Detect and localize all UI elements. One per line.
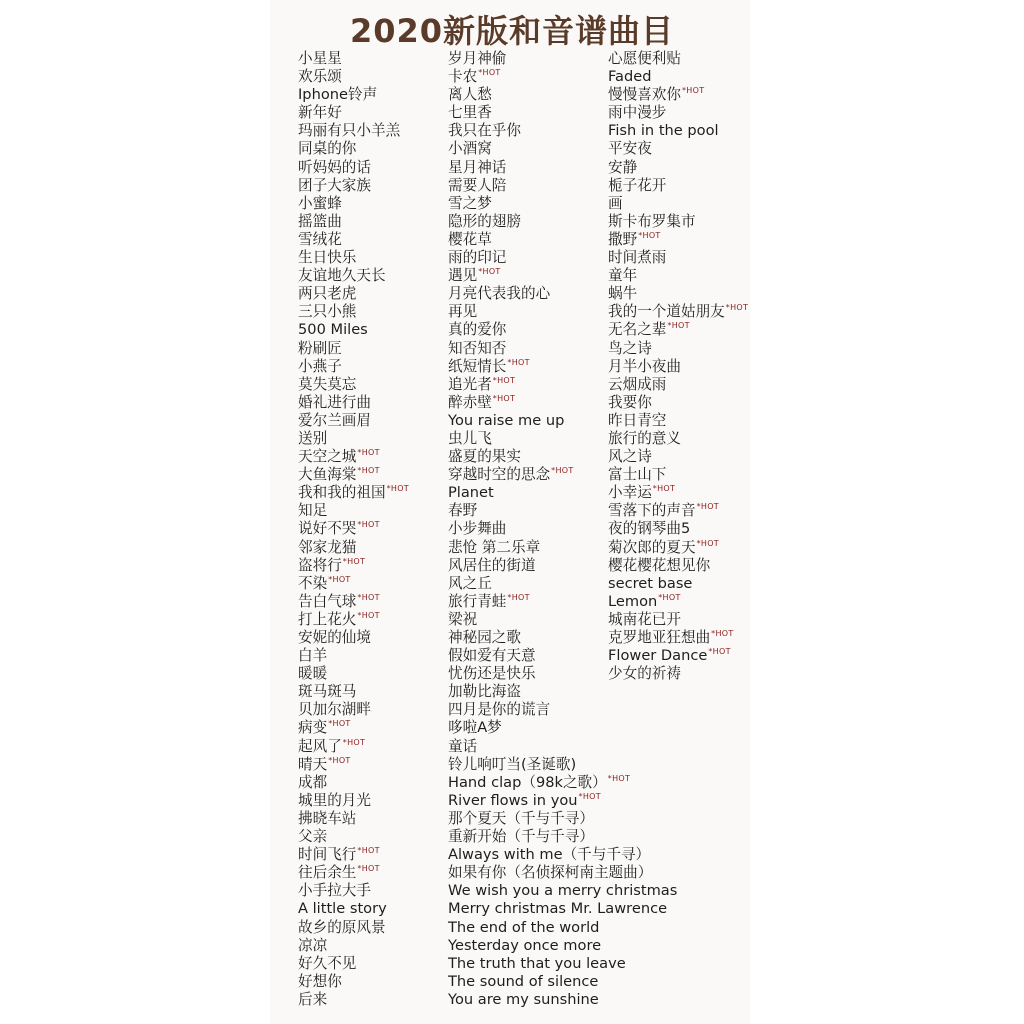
song-item bbox=[448, 719, 677, 737]
song-title: 少女的祈祷 bbox=[608, 665, 681, 683]
song-title: 盛夏的果实 bbox=[448, 448, 521, 466]
song-title: 再见 bbox=[448, 303, 478, 321]
song-item bbox=[298, 792, 409, 810]
song-item bbox=[608, 665, 748, 683]
hot-badge: *HOT bbox=[638, 230, 661, 240]
song-item bbox=[298, 86, 409, 104]
song-title: You are my sunshine bbox=[448, 990, 599, 1008]
song-item bbox=[298, 900, 409, 918]
song-item bbox=[298, 611, 409, 629]
song-item bbox=[298, 683, 409, 701]
song-title: 星月神话 bbox=[448, 158, 507, 176]
song-item bbox=[608, 303, 748, 321]
song-title: 我和我的祖国 bbox=[298, 484, 386, 502]
song-title: 我的一个道姑朋友 bbox=[608, 303, 725, 321]
song-item bbox=[298, 358, 409, 376]
song-item bbox=[298, 50, 409, 68]
song-title: 团子大家族 bbox=[298, 176, 371, 194]
song-item bbox=[608, 86, 748, 104]
song-title: 城南花已开 bbox=[608, 610, 681, 628]
song-item bbox=[608, 484, 748, 502]
song-title: Fish in the pool bbox=[608, 122, 719, 140]
hot-badge: *HOT bbox=[652, 484, 676, 494]
song-item bbox=[448, 973, 677, 991]
song-item bbox=[298, 647, 409, 665]
song-item bbox=[608, 376, 748, 394]
hot-badge: *HOT bbox=[386, 484, 409, 494]
song-title: 时间飞行 bbox=[298, 846, 357, 864]
song-title: 忧伤还是快乐 bbox=[448, 665, 536, 683]
song-title: 梁祝 bbox=[448, 610, 478, 628]
song-title: 摇篮曲 bbox=[298, 212, 342, 230]
hot-badge: *HOT bbox=[357, 448, 380, 458]
page-title: 2020新版和音谱曲目 bbox=[349, 12, 675, 50]
song-title: 友谊地久天长 bbox=[298, 267, 386, 285]
song-item bbox=[448, 792, 677, 810]
song-item bbox=[298, 376, 409, 394]
song-title: 城里的月光 bbox=[298, 791, 371, 809]
song-item bbox=[448, 900, 677, 918]
song-item bbox=[448, 683, 677, 701]
song-title: 纸短情长 bbox=[448, 357, 507, 375]
song-title: 重新开始（千与千寻） bbox=[448, 828, 594, 846]
song-title: 莫失莫忘 bbox=[298, 375, 357, 393]
song-title: 雪之梦 bbox=[448, 194, 492, 212]
song-title: 同桌的你 bbox=[298, 140, 357, 158]
song-title: 生日快乐 bbox=[298, 249, 357, 267]
song-item bbox=[608, 466, 748, 484]
song-item bbox=[608, 502, 748, 520]
hot-badge: *HOT bbox=[328, 719, 351, 729]
hot-badge: *HOT bbox=[492, 393, 516, 403]
song-item bbox=[608, 647, 748, 665]
hot-badge: *HOT bbox=[681, 86, 705, 96]
song-item bbox=[298, 68, 409, 86]
hot-badge: *HOT bbox=[342, 556, 366, 566]
song-title: Lemon bbox=[608, 592, 658, 610]
song-title: 雨中漫步 bbox=[608, 104, 667, 122]
song-title: 月亮代表我的心 bbox=[448, 285, 551, 303]
song-title: 风居住的街道 bbox=[448, 556, 536, 574]
song-title: 穿越时空的思念 bbox=[448, 466, 551, 484]
song-title: 凉凉 bbox=[298, 936, 328, 954]
song-title: We wish you a merry christmas bbox=[448, 882, 678, 900]
song-title: 蜗牛 bbox=[608, 285, 638, 303]
song-title: 小手拉大手 bbox=[298, 882, 371, 900]
song-item bbox=[298, 937, 409, 955]
song-title: 菊次郎的夏天 bbox=[608, 538, 696, 556]
hot-badge: *HOT bbox=[578, 791, 601, 801]
song-item bbox=[448, 828, 677, 846]
hot-badge: *HOT bbox=[342, 737, 366, 747]
song-title: 四月是你的谎言 bbox=[448, 701, 551, 719]
song-title: 追光者 bbox=[448, 375, 492, 393]
song-item bbox=[608, 249, 748, 267]
song-title: 雪绒花 bbox=[298, 230, 342, 248]
song-item bbox=[608, 430, 748, 448]
song-title: 栀子花开 bbox=[608, 176, 667, 194]
song-title: Flower Dance bbox=[608, 647, 708, 665]
song-item bbox=[298, 701, 409, 719]
song-title: 拂晓车站 bbox=[298, 809, 357, 827]
song-item bbox=[448, 919, 677, 937]
song-title: 小燕子 bbox=[298, 357, 342, 375]
song-title: 起风了 bbox=[298, 737, 342, 755]
song-title: 故乡的原风景 bbox=[298, 918, 386, 936]
song-title: 斯卡布罗集市 bbox=[608, 212, 696, 230]
song-title: A little story bbox=[298, 900, 387, 918]
song-title: 夜的钢琴曲5 bbox=[608, 520, 691, 538]
song-title: 三只小熊 bbox=[298, 303, 357, 321]
song-title: 小星星 bbox=[298, 50, 342, 67]
song-item bbox=[298, 267, 409, 285]
song-title: 假如爱有天意 bbox=[448, 647, 536, 665]
song-title: Hand clap（98k之歌） bbox=[448, 773, 607, 791]
song-title: 哆啦A梦 bbox=[448, 719, 502, 737]
song-title: 岁月神偷 bbox=[448, 50, 507, 67]
song-item bbox=[608, 159, 748, 177]
song-item bbox=[298, 303, 409, 321]
song-item bbox=[608, 629, 748, 647]
song-title: 富士山下 bbox=[608, 466, 667, 484]
song-item bbox=[608, 177, 748, 195]
song-item bbox=[298, 195, 409, 213]
song-title: 鸟之诗 bbox=[608, 339, 652, 357]
song-title: 两只老虎 bbox=[298, 285, 357, 303]
hot-badge: *HOT bbox=[357, 864, 380, 874]
song-title: 樱花草 bbox=[448, 230, 492, 248]
song-title: You raise me up bbox=[448, 411, 565, 429]
song-title: 加勒比海盗 bbox=[448, 683, 521, 701]
song-title: 小幸运 bbox=[608, 484, 652, 502]
song-title: 后来 bbox=[298, 990, 328, 1008]
song-item bbox=[608, 412, 748, 430]
song-item bbox=[608, 231, 748, 249]
song-item bbox=[298, 973, 409, 991]
song-item bbox=[448, 864, 677, 882]
song-item bbox=[608, 285, 748, 303]
song-item bbox=[608, 448, 748, 466]
hot-badge: *HOT bbox=[478, 68, 501, 78]
song-title: 送别 bbox=[298, 429, 328, 447]
song-title: 白羊 bbox=[298, 647, 328, 665]
song-item bbox=[298, 448, 409, 466]
song-title: 晴天 bbox=[298, 755, 328, 773]
song-title: 暖暖 bbox=[298, 665, 328, 683]
song-title: 童年 bbox=[608, 267, 638, 285]
song-title: 好想你 bbox=[298, 972, 342, 990]
song-item bbox=[298, 159, 409, 177]
song-title: 盗将行 bbox=[298, 556, 342, 574]
song-title: 神秘园之歌 bbox=[448, 629, 521, 646]
song-title: 告白气球 bbox=[298, 592, 357, 610]
song-title: 心愿便利贴 bbox=[608, 50, 681, 67]
song-title: Planet bbox=[448, 484, 494, 502]
song-title: 童话 bbox=[448, 737, 478, 755]
song-item bbox=[298, 213, 409, 231]
song-item bbox=[298, 104, 409, 122]
song-title: 大鱼海棠 bbox=[298, 466, 357, 484]
song-item bbox=[608, 394, 748, 412]
song-title: Always with me（千与千寻） bbox=[448, 846, 651, 864]
song-title: 春野 bbox=[448, 502, 478, 520]
song-item bbox=[298, 774, 409, 792]
song-title: 我要你 bbox=[608, 393, 652, 411]
song-title: 离人愁 bbox=[448, 86, 492, 104]
song-title: 克罗地亚狂想曲 bbox=[608, 629, 711, 646]
hot-badge: *HOT bbox=[357, 592, 380, 602]
song-title: 无名之辈 bbox=[608, 321, 667, 339]
song-title: 旅行的意义 bbox=[608, 429, 681, 447]
song-title: 父亲 bbox=[298, 828, 328, 846]
song-title: 醉赤壁 bbox=[448, 393, 492, 411]
song-title: 不染 bbox=[298, 574, 328, 592]
song-item bbox=[298, 249, 409, 267]
song-item bbox=[298, 575, 409, 593]
song-item bbox=[448, 810, 677, 828]
song-item bbox=[298, 629, 409, 647]
song-item bbox=[608, 68, 748, 86]
song-item bbox=[298, 557, 409, 575]
song-item bbox=[298, 122, 409, 140]
hot-badge: *HOT bbox=[507, 357, 530, 367]
song-item bbox=[298, 665, 409, 683]
song-title: 月半小夜曲 bbox=[608, 357, 681, 375]
song-title: 铃儿响叮当(圣诞歌) bbox=[448, 755, 577, 773]
song-item bbox=[608, 611, 748, 629]
song-item bbox=[448, 756, 677, 774]
song-title: 爱尔兰画眉 bbox=[298, 411, 371, 429]
song-title: 好久不见 bbox=[298, 954, 357, 972]
hot-badge: *HOT bbox=[658, 592, 681, 602]
song-item bbox=[608, 358, 748, 376]
song-title: 那个夏天（千与千寻） bbox=[448, 809, 594, 827]
song-item bbox=[448, 882, 677, 900]
hot-badge: *HOT bbox=[551, 466, 574, 476]
song-item bbox=[298, 882, 409, 900]
song-title: 虫儿飞 bbox=[448, 429, 492, 447]
song-item bbox=[298, 738, 409, 756]
hot-badge: *HOT bbox=[357, 466, 380, 476]
song-item bbox=[298, 539, 409, 557]
song-title: 悲怆 第二乐章 bbox=[448, 538, 541, 556]
song-title: 玛丽有只小羊羔 bbox=[298, 122, 401, 140]
song-title: 贝加尔湖畔 bbox=[298, 701, 371, 719]
song-item bbox=[298, 991, 409, 1009]
song-item bbox=[298, 520, 409, 538]
song-title: 撒野 bbox=[608, 230, 638, 248]
song-title: 安静 bbox=[608, 158, 638, 176]
song-title: 往后余生 bbox=[298, 864, 357, 882]
song-item bbox=[298, 756, 409, 774]
song-item bbox=[608, 122, 748, 140]
song-item bbox=[608, 575, 748, 593]
song-item bbox=[608, 140, 748, 158]
song-title: 欢乐颂 bbox=[298, 68, 342, 86]
hot-badge: *HOT bbox=[711, 629, 734, 638]
song-item bbox=[608, 557, 748, 575]
song-title: 雪落下的声音 bbox=[608, 502, 696, 520]
hot-badge: *HOT bbox=[492, 375, 516, 385]
hot-badge: *HOT bbox=[357, 610, 380, 620]
song-item bbox=[608, 50, 748, 68]
song-item bbox=[298, 719, 409, 737]
song-item bbox=[608, 539, 748, 557]
song-title: 听妈妈的话 bbox=[298, 158, 371, 176]
song-item bbox=[448, 701, 677, 719]
song-title: The sound of silence bbox=[448, 972, 599, 990]
song-item bbox=[298, 430, 409, 448]
song-title: Iphone铃声 bbox=[298, 86, 378, 104]
hot-badge: *HOT bbox=[478, 267, 501, 277]
song-item bbox=[298, 484, 409, 502]
hot-badge: *HOT bbox=[725, 303, 749, 313]
song-item bbox=[448, 738, 677, 756]
song-title: 风之诗 bbox=[608, 448, 652, 466]
song-item bbox=[608, 340, 748, 358]
song-item bbox=[298, 412, 409, 430]
song-title: River flows in you bbox=[448, 791, 578, 809]
song-title: 斑马斑马 bbox=[298, 683, 357, 701]
hot-badge: *HOT bbox=[507, 592, 530, 602]
song-item bbox=[298, 919, 409, 937]
song-title: 旅行青蛙 bbox=[448, 592, 507, 610]
hot-badge: *HOT bbox=[708, 647, 731, 657]
song-title: Merry christmas Mr. Lawrence bbox=[448, 900, 668, 918]
song-item bbox=[298, 846, 409, 864]
song-item bbox=[608, 195, 748, 213]
song-title: 安妮的仙境 bbox=[298, 629, 371, 646]
hot-badge: *HOT bbox=[607, 773, 631, 783]
hot-badge: *HOT bbox=[357, 846, 380, 856]
song-item bbox=[298, 231, 409, 249]
song-title: 卡农 bbox=[448, 68, 478, 86]
song-item bbox=[608, 520, 748, 538]
song-item bbox=[608, 213, 748, 231]
song-title: 粉刷匠 bbox=[298, 339, 342, 357]
song-item bbox=[448, 846, 677, 864]
song-item bbox=[608, 593, 748, 611]
song-item bbox=[298, 394, 409, 412]
song-item bbox=[608, 267, 748, 285]
hot-badge: *HOT bbox=[696, 502, 719, 512]
song-item bbox=[298, 321, 409, 339]
song-title: 婚礼进行曲 bbox=[298, 393, 371, 411]
hot-badge: *HOT bbox=[696, 538, 719, 548]
song-item bbox=[298, 177, 409, 195]
song-title: 真的爱你 bbox=[448, 321, 507, 339]
song-title: 我只在乎你 bbox=[448, 122, 521, 140]
song-title: 500 Miles bbox=[298, 321, 368, 339]
song-title: 时间煮雨 bbox=[608, 249, 667, 267]
song-title: 新年好 bbox=[298, 104, 342, 122]
song-title: Faded bbox=[608, 68, 652, 86]
song-item bbox=[298, 140, 409, 158]
song-column-1 bbox=[298, 50, 409, 1009]
song-item bbox=[298, 285, 409, 303]
song-item bbox=[298, 955, 409, 973]
song-title: 天空之城 bbox=[298, 448, 357, 466]
hot-badge: *HOT bbox=[357, 520, 380, 530]
song-title: 知否知否 bbox=[448, 339, 507, 357]
song-title: 成都 bbox=[298, 773, 328, 791]
song-title: 樱花樱花想见你 bbox=[608, 556, 711, 574]
song-item bbox=[298, 810, 409, 828]
song-title: 小步舞曲 bbox=[448, 520, 507, 538]
song-title: 风之丘 bbox=[448, 574, 492, 592]
song-item bbox=[298, 593, 409, 611]
song-item bbox=[298, 340, 409, 358]
song-title: 画 bbox=[608, 194, 623, 212]
song-item bbox=[448, 774, 677, 792]
song-column-3 bbox=[608, 50, 748, 683]
song-title: The end of the world bbox=[448, 918, 600, 936]
song-title: secret base bbox=[608, 574, 693, 592]
song-title: 打上花火 bbox=[298, 610, 357, 628]
song-title: 平安夜 bbox=[608, 140, 652, 158]
song-title: 小蜜蜂 bbox=[298, 194, 342, 212]
song-item bbox=[608, 321, 748, 339]
song-title: 昨日青空 bbox=[608, 411, 667, 429]
song-title: 雨的印记 bbox=[448, 249, 507, 267]
song-title: 说好不哭 bbox=[298, 520, 357, 538]
song-item bbox=[608, 104, 748, 122]
song-title: 病变 bbox=[298, 719, 328, 737]
song-title: 知足 bbox=[298, 502, 328, 520]
song-item bbox=[448, 991, 677, 1009]
song-item bbox=[298, 828, 409, 846]
song-title: Yesterday once more bbox=[448, 936, 602, 954]
song-title: 需要人陪 bbox=[448, 176, 507, 194]
song-title: 小酒窝 bbox=[448, 140, 492, 158]
hot-badge: *HOT bbox=[328, 574, 351, 584]
song-title: 如果有你（名侦探柯南主题曲） bbox=[448, 864, 653, 882]
hot-badge: *HOT bbox=[328, 755, 351, 765]
song-title: The truth that you leave bbox=[448, 954, 626, 972]
hot-badge: *HOT bbox=[667, 321, 690, 331]
song-item bbox=[298, 502, 409, 520]
song-item bbox=[448, 937, 677, 955]
song-title: 七里香 bbox=[448, 104, 492, 122]
song-title: 邻家龙猫 bbox=[298, 538, 357, 556]
song-title: 遇见 bbox=[448, 267, 478, 285]
song-title: 云烟成雨 bbox=[608, 375, 667, 393]
song-item bbox=[298, 864, 409, 882]
song-title: 慢慢喜欢你 bbox=[608, 86, 681, 104]
song-item bbox=[298, 466, 409, 484]
song-item bbox=[448, 955, 677, 973]
song-title: 隐形的翅膀 bbox=[448, 212, 521, 230]
